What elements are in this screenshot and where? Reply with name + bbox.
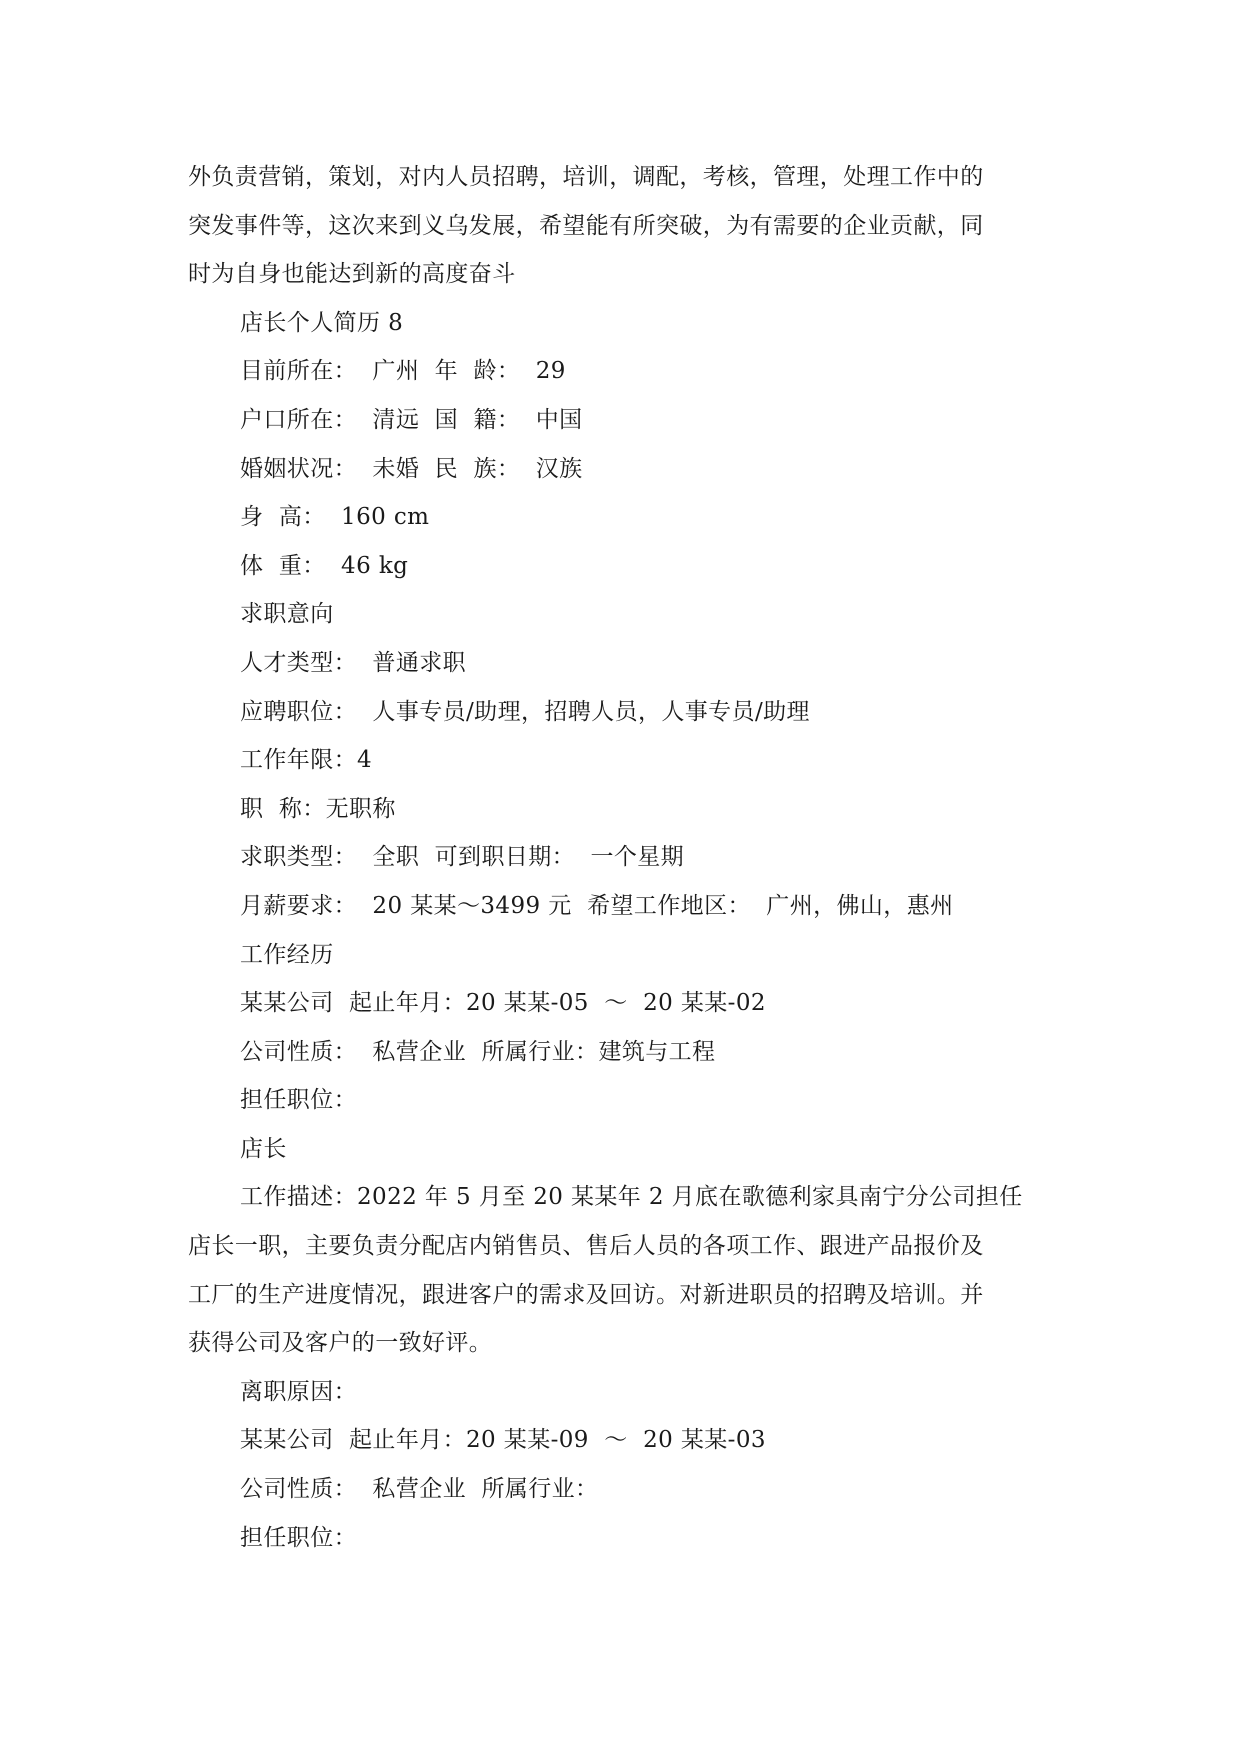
work-experience-heading: 工作经历 bbox=[240, 941, 334, 968]
salary-area-row: 月薪要求： 20 某某～3499 元 希望工作地区： 广州，佛山，惠州 bbox=[240, 892, 954, 919]
leave-reason-row: 离职原因： bbox=[240, 1378, 357, 1405]
title-row: 职 称：无职称 bbox=[240, 795, 396, 822]
applied-position-row: 应聘职位： 人事专员/助理，招聘人员，人事专员/助理 bbox=[240, 698, 810, 725]
company-2-position-label: 担任职位： bbox=[240, 1524, 357, 1551]
intro-line-1: 外负责营销，策划，对内人员招聘，培训，调配，考核，管理，处理工作中的 bbox=[188, 164, 984, 190]
company-2-period-row: 某某公司 起止年月：20 某某-09 ～ 20 某某-03 bbox=[240, 1427, 766, 1454]
weight-row: 体 重： 46 kg bbox=[240, 552, 409, 579]
description-line-1: 工作描述：2022 年 5 月至 20 某某年 2 月底在歌德利家具南宁分公司担任 bbox=[240, 1184, 1023, 1211]
intro-paragraph bbox=[188, 153, 1048, 299]
company-1-nature-row: 公司性质： 私营企业 所属行业：建筑与工程 bbox=[240, 1038, 716, 1065]
description-line-4: 获得公司及客户的一致好评。 bbox=[188, 1330, 493, 1357]
location-age-row: 目前所在： 广州 年 龄： 29 bbox=[240, 358, 566, 385]
resume-title: 店长个人简历 8 bbox=[240, 309, 404, 336]
job-intention-heading: 求职意向 bbox=[240, 601, 334, 628]
job-type-row: 求职类型： 全职 可到职日期： 一个星期 bbox=[240, 844, 685, 871]
intro-line-2: 突发事件等，这次来到义乌发展，希望能有所突破，为有需要的企业贡献，同 bbox=[188, 212, 984, 239]
company-1-period-row: 某某公司 起止年月：20 某某-05 ～ 20 某某-02 bbox=[240, 990, 766, 1017]
marital-ethnicity-row: 婚姻状况： 未婚 民 族： 汉族 bbox=[240, 455, 583, 482]
description-line-3: 工厂的生产进度情况，跟进客户的需求及回访。对新进职员的招聘及培训。并 bbox=[188, 1281, 984, 1308]
company-1-position-label: 担任职位： bbox=[240, 1087, 357, 1114]
resume-tail-fields bbox=[188, 1368, 1048, 1562]
company-2-nature-row: 公司性质： 私营企业 所属行业： bbox=[240, 1476, 599, 1503]
resume-fields bbox=[188, 299, 1048, 1174]
company-1-position-value: 店长 bbox=[240, 1135, 287, 1162]
intro-line-3: 时为自身也能达到新的高度奋斗 bbox=[188, 261, 516, 288]
document-body bbox=[188, 153, 1048, 1562]
hukou-nationality-row: 户口所在： 清远 国 籍： 中国 bbox=[240, 406, 583, 433]
description-line-2: 店长一职，主要负责分配店内销售员、售后人员的各项工作、跟进产品报价及 bbox=[188, 1233, 984, 1260]
height-row: 身 高： 160 cm bbox=[240, 504, 430, 531]
company-1-description bbox=[188, 1173, 1048, 1367]
work-years-row: 工作年限：4 bbox=[240, 747, 373, 774]
talent-type-row: 人才类型： 普通求职 bbox=[240, 649, 467, 676]
